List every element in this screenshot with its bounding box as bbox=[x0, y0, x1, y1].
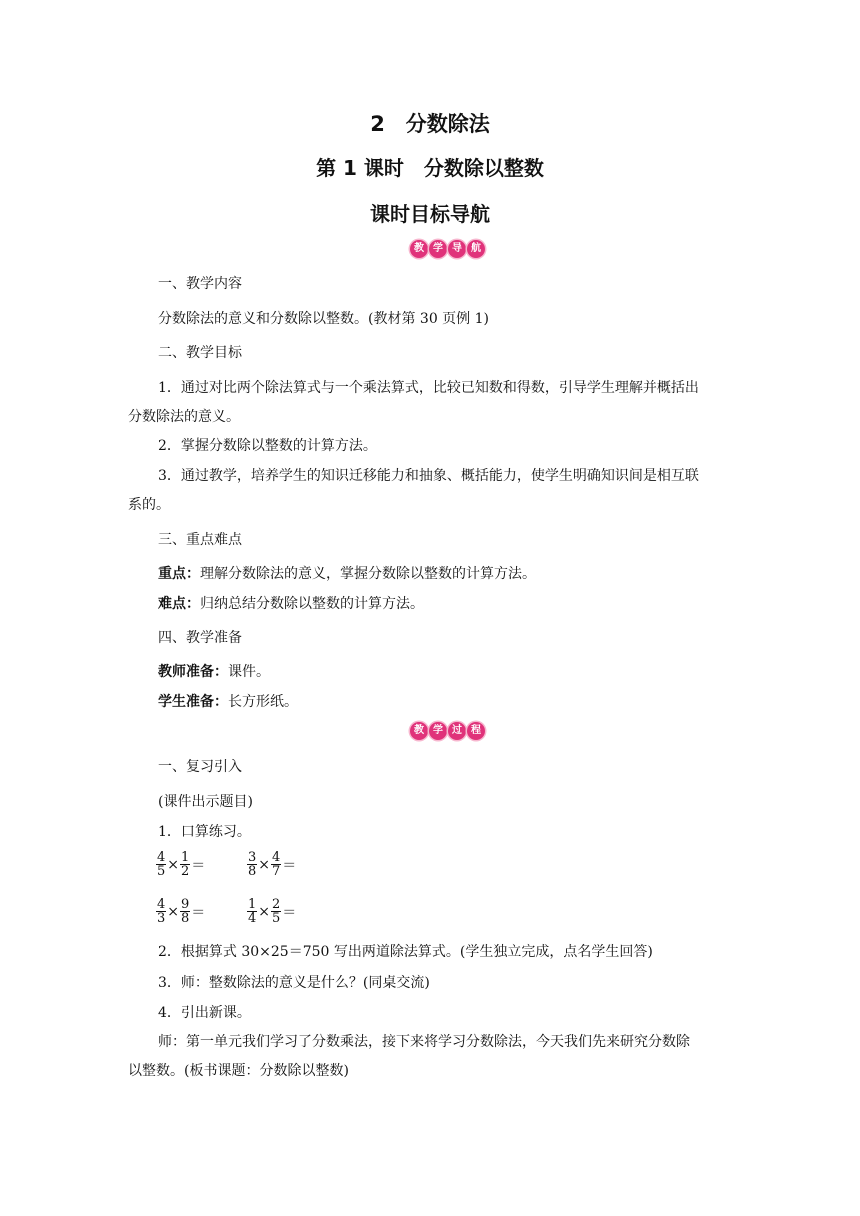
exercise-expression bbox=[247, 851, 297, 878]
teacher-label: 教师准备： bbox=[158, 664, 228, 680]
badge-char: 航 bbox=[467, 240, 485, 258]
times-sign: × bbox=[258, 903, 271, 920]
fraction: $\frac{9}{8}$ bbox=[181, 897, 190, 926]
equals-sign: ＝ bbox=[191, 857, 206, 874]
badge-char: 教 bbox=[410, 240, 428, 258]
key-label: 重点： bbox=[158, 566, 200, 582]
fraction: $\frac{1}{4}$ bbox=[248, 897, 257, 926]
paragraph: 分数除法的意义。 bbox=[128, 409, 240, 425]
paragraph: 分数除法的意义和分数除以整数。(教材第 30 页例 1) bbox=[158, 311, 489, 327]
badge-char: 程 bbox=[467, 722, 485, 740]
section-heading: 一、教学内容 bbox=[158, 276, 242, 292]
fraction: $\frac{4}{7}$ bbox=[272, 850, 281, 879]
badge-char: 学 bbox=[429, 722, 447, 740]
difficult-text: 归纳总结分数除以整数的计算方法。 bbox=[200, 596, 424, 612]
section-heading: 四、教学准备 bbox=[158, 630, 242, 646]
paragraph: 3．通过教学，培养学生的知识迁移能力和抽象、概括能力，使学生明确知识间是相互联 bbox=[158, 468, 699, 484]
difficult-label: 难点： bbox=[158, 596, 200, 612]
key-text: 理解分数除法的意义，掌握分数除以整数的计算方法。 bbox=[200, 566, 536, 582]
times-sign: × bbox=[167, 903, 180, 920]
paragraph: 2．根据算式 30×25＝750 写出两道除法算式。(学生独立完成，点名学生回答) bbox=[158, 944, 653, 960]
equals-sign: ＝ bbox=[282, 904, 297, 921]
paragraph: 以整数。(板书课题：分数除以整数) bbox=[128, 1063, 349, 1079]
lesson-title: 第 1 课时 分数除以整数 bbox=[316, 156, 544, 180]
fraction: $\frac{3}{8}$ bbox=[248, 850, 257, 879]
badge-char: 学 bbox=[429, 240, 447, 258]
paragraph: 4．引出新课。 bbox=[158, 1005, 251, 1021]
fraction: $\frac{2}{5}$ bbox=[272, 897, 281, 926]
exercise-expression bbox=[156, 898, 206, 925]
paragraph: 师：第一单元我们学习了分数乘法，接下来将学习分数除法，今天我们先来研究分数除 bbox=[158, 1034, 690, 1050]
fraction: $\frac{1}{2}$ bbox=[181, 850, 190, 879]
paragraph: 系的。 bbox=[128, 497, 170, 513]
equals-sign: ＝ bbox=[282, 857, 297, 874]
section-heading: 三、重点难点 bbox=[158, 532, 242, 548]
fraction: $\frac{4}{3}$ bbox=[157, 897, 166, 926]
nav-title: 课时目标导航 bbox=[370, 202, 490, 226]
student-text: 长方形纸。 bbox=[228, 694, 298, 710]
exercise-expression bbox=[247, 898, 297, 925]
teacher-prep bbox=[158, 662, 270, 682]
paragraph: 2．掌握分数除以整数的计算方法。 bbox=[158, 438, 377, 454]
section-heading: 一、复习引入 bbox=[158, 759, 242, 775]
teaching-guide-badge bbox=[410, 240, 485, 258]
badge-char: 教 bbox=[410, 722, 428, 740]
student-label: 学生准备： bbox=[158, 694, 228, 710]
key-point bbox=[158, 564, 536, 584]
fraction: $\frac{4}{5}$ bbox=[157, 850, 166, 879]
difficult-point bbox=[158, 594, 424, 614]
student-prep bbox=[158, 692, 298, 712]
times-sign: × bbox=[167, 856, 180, 873]
equals-sign: ＝ bbox=[191, 904, 206, 921]
paragraph: 1．通过对比两个除法算式与一个乘法算式，比较已知数和得数，引导学生理解并概括出 bbox=[158, 380, 699, 396]
section-heading: 二、教学目标 bbox=[158, 345, 242, 361]
paragraph: 1．口算练习。 bbox=[158, 824, 251, 840]
badge-char: 导 bbox=[448, 240, 466, 258]
badge-char: 过 bbox=[448, 722, 466, 740]
teaching-process-badge bbox=[410, 722, 485, 740]
paragraph: 3．师：整数除法的意义是什么？(同桌交流) bbox=[158, 975, 430, 991]
teacher-text: 课件。 bbox=[228, 664, 270, 680]
times-sign: × bbox=[258, 856, 271, 873]
chapter-title: 2 分数除法 bbox=[370, 112, 490, 136]
paragraph: (课件出示题目) bbox=[158, 794, 253, 810]
exercise-expression bbox=[156, 851, 206, 878]
